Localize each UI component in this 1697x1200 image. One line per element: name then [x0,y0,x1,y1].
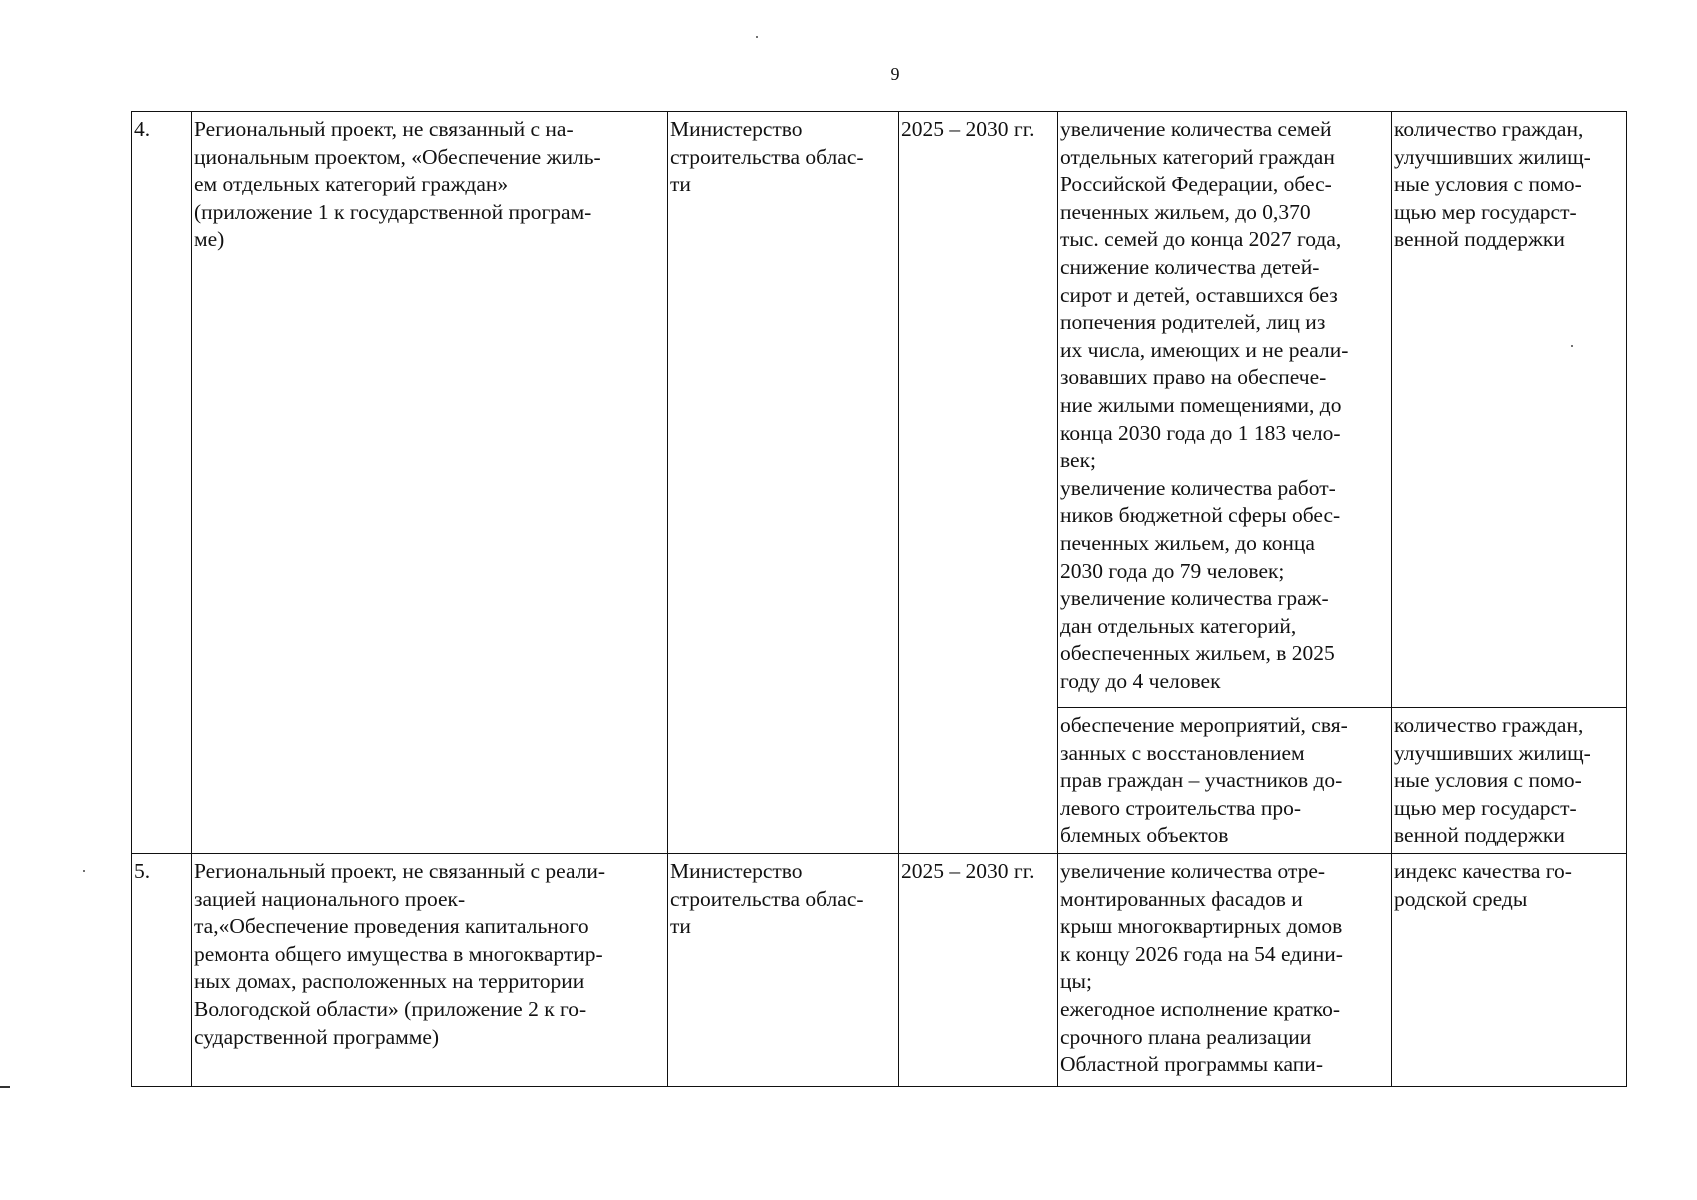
row-number-cell [132,112,192,854]
task-description: увеличение количества отре- монтированных фасадов и крыш многоквартирных домов к концу 2026 года на 54 едини- цы; ежегодное исполнение кратко- срочного плана реализации Областной программы капи- [1060,859,1343,1077]
implementation-period: 2025 – 2030 гг. [901,859,1035,883]
page-number: 9 [890,64,900,84]
indicator-cell [1392,112,1627,708]
indicator-link: индекс качества го- родской среды [1394,859,1572,911]
task-cell [1058,854,1392,1087]
task-description: обеспечение мероприятий, свя- занных с восстановлением прав граждан – участников до- левого строительства про- блемных объектов [1060,713,1348,848]
scan-speck [83,870,85,872]
task-description: увеличение количества семей отдельных категорий граждан Российской Федерации, обес- печенных жильем, до 0,370 тыс. семей до конца 2027 года, снижение количества детей- сирот и детей, оставшихся без попечения родителей, лиц из их числа, имеющих и не реали- зовавших право на обеспече- ние жилыми помещениями, до конца 2030 года до 1 183 чело- век; увеличение количества работ- ников бюджетной сферы обес- печенных жильем, до конца 2030 года до 79 человек; увеличение количества граж- дан отдельных категорий, обеспеченных жильем, в 2025 году до 4 человек [1060,117,1349,693]
row-number-cell [132,854,192,1087]
period-cell [899,854,1058,1087]
responsible-executor: Министерство строительства облас- ти [670,117,864,197]
project-name: Региональный проект, не связанный с на- циональным проектом, «Обеспечение жиль- ем отдельных категорий граждан» (приложение 1 к государственной програм- ме) [194,117,601,252]
table-row [132,112,1627,708]
project-name: Региональный проект, не связанный с реали- зацией национального проек- та,«Обеспечение проведения капитального ремонта общего имущества в многоквартир- ных домах, расположенных на территории Вологодской области» (приложение 2 к го- сударственной программе) [194,859,606,1049]
indicator-cell [1392,708,1627,854]
program-structure-table [131,111,1627,1087]
indicator-link: количество граждан, улучшивших жилищ- ные условия с помо- щью мер государст- венной поддержки [1394,713,1591,848]
row-number: 5. [134,859,151,883]
row-number: 4. [134,117,151,141]
period-cell [899,112,1058,854]
task-cell [1058,708,1392,854]
responsible-cell [668,854,899,1087]
table-row [132,854,1627,1087]
task-cell [1058,112,1392,708]
scan-speck [756,36,758,38]
responsible-executor: Министерство строительства облас- ти [670,859,864,939]
project-name-cell [192,112,668,854]
scan-edge-mark [0,1086,10,1088]
project-name-cell [192,854,668,1087]
indicator-cell [1392,854,1627,1087]
indicator-link: количество граждан, улучшивших жилищ- ные условия с помо- щью мер государст- венной поддержки [1394,117,1591,252]
responsible-cell [668,112,899,854]
implementation-period: 2025 – 2030 гг. [901,117,1035,141]
